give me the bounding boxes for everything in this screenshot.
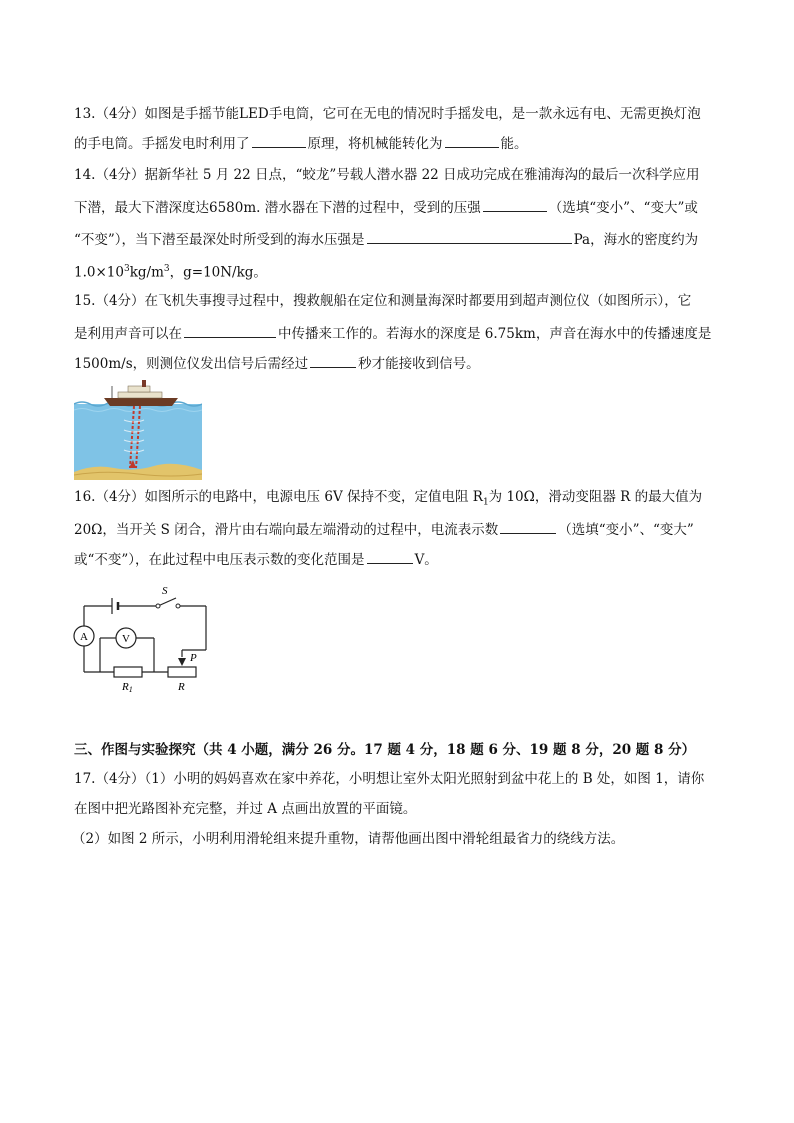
q16-text-d: （选填“变小”、“变大” <box>558 522 694 538</box>
slider-arrow <box>178 658 186 666</box>
q14-line-4 <box>74 259 267 283</box>
q15-blank-1[interactable] <box>184 323 276 338</box>
switch-label: S <box>162 585 168 597</box>
q16-blank-1[interactable] <box>500 519 556 534</box>
q15-text-b: 中传播来工作的。若海水的深度是 6.75km，声音在海水中的传播速度是 <box>278 326 712 342</box>
q14-blank-2[interactable] <box>367 229 572 244</box>
q16-text-e: 或“不变”），在此过程中电压表示数的变化范围是 <box>74 552 365 568</box>
q14-text-b: （选填“变小”、“变大”或 <box>548 200 698 216</box>
sea-water <box>74 404 202 474</box>
q17-line-2: 在图中把光路图补充完整，并过 A 点画出放置的平面镜。 <box>74 801 417 817</box>
q14-density-unit: kg/m <box>129 264 164 281</box>
q15-line-1: 15.（4分）在飞机失事搜寻过程中，搜救舰船在定位和测量海深时都要用到超声测位仪（如图所示），它 <box>74 293 692 309</box>
q14-line-1: 14.（4分）据新华社 5 月 22 日点，“蛟龙”号载人潜水器 22 日成功完成在雅浦海沟的最后一次科学应用 <box>74 167 700 183</box>
q16-text-b: 为 10Ω，滑动变阻器 R 的最大值为 <box>488 489 703 505</box>
circuit-diagram <box>70 582 220 694</box>
section-3-title: 三、作图与实验探究（共 4 小题，满分 26 分。17 题 4 分，18 题 6 分、19 题 8 分，20 题 8 分） <box>74 742 696 758</box>
q15-line-3 <box>74 353 480 374</box>
q14-text-d: Pa，海水的密度约为 <box>573 232 699 248</box>
sonar-ship-figure <box>74 380 202 480</box>
q13-text-c: 能。 <box>500 136 528 152</box>
q16-text-f: V。 <box>414 552 438 568</box>
ammeter-label: A <box>80 631 88 643</box>
resistor-r1 <box>114 667 142 677</box>
q15-blank-2[interactable] <box>310 353 356 368</box>
ship-hull <box>104 398 178 406</box>
q15-text-a: 是利用声音可以在 <box>74 326 182 342</box>
q14-text-c: “不变”），当下潜至最深处时所受到的海水压强是 <box>74 232 365 248</box>
q14-line-2 <box>74 197 698 218</box>
switch-contact <box>176 604 180 608</box>
q16-line-2 <box>74 519 694 540</box>
q16-text-a: 16.（4分）如图所示的电路中，电源电压 6V 保持不变，定值电阻 R <box>74 489 483 505</box>
rheostat-r <box>168 667 196 677</box>
q16-blank-2[interactable] <box>367 549 413 564</box>
q16-text-c: 20Ω，当开关 S 闭合，滑片由右端向最左端滑动的过程中，电流表示数 <box>74 522 499 538</box>
q13-text-b: 原理，将机械能转化为 <box>307 136 443 152</box>
q14-density-exp: 3 <box>123 264 130 274</box>
q14-text-a: 下潜，最大下潜深度达6580m. 潜水器在下潜的过程中，受到的压强 <box>74 200 481 216</box>
switch-pivot <box>156 604 160 608</box>
q17-line-3: （2）如图 2 所示，小明利用滑轮组来提升重物，请帮他画出图中滑轮组最省力的绕线方法。 <box>72 831 625 847</box>
q14-density-unit-exp: 3 <box>163 264 170 274</box>
slider-label: P <box>190 652 197 664</box>
r1-label: R1 <box>122 681 133 694</box>
r-label: R <box>178 681 185 693</box>
q13-line-1: 13.（4分）如图是手摇节能LED手电筒，它可在无电的情况时手摇发电，是一款永远有电、无需更换灯泡 <box>74 106 701 122</box>
q13-line-2 <box>74 133 528 154</box>
q14-density-text: 1.0×10 <box>74 264 124 281</box>
q15-text-c: 1500m/s，则测位仪发出信号后需经过 <box>74 356 309 372</box>
q13-blank-2[interactable] <box>445 133 499 148</box>
q13-blank-1[interactable] <box>252 133 306 148</box>
q16-r1-sub: 1 <box>482 497 489 508</box>
q16-line-3 <box>74 549 438 570</box>
q15-line-2 <box>74 323 711 344</box>
switch-blade <box>158 598 176 606</box>
q15-text-d: 秒才能接收到信号。 <box>358 356 480 372</box>
q17-line-1: 17.（4分）（1）小明的妈妈喜欢在家中养花，小明想让室外太阳光照射到盆中花上的 B 处，如图 1，请你 <box>74 771 705 787</box>
q14-line-3 <box>74 229 698 250</box>
voltmeter-label: V <box>122 633 130 645</box>
q13-text-a: 的手电筒。手摇发电时利用了 <box>74 136 250 152</box>
q14-gravity-text: ，g=10N/kg。 <box>169 264 267 281</box>
q16-line-1 <box>74 487 702 513</box>
q14-blank-1[interactable] <box>483 197 547 212</box>
